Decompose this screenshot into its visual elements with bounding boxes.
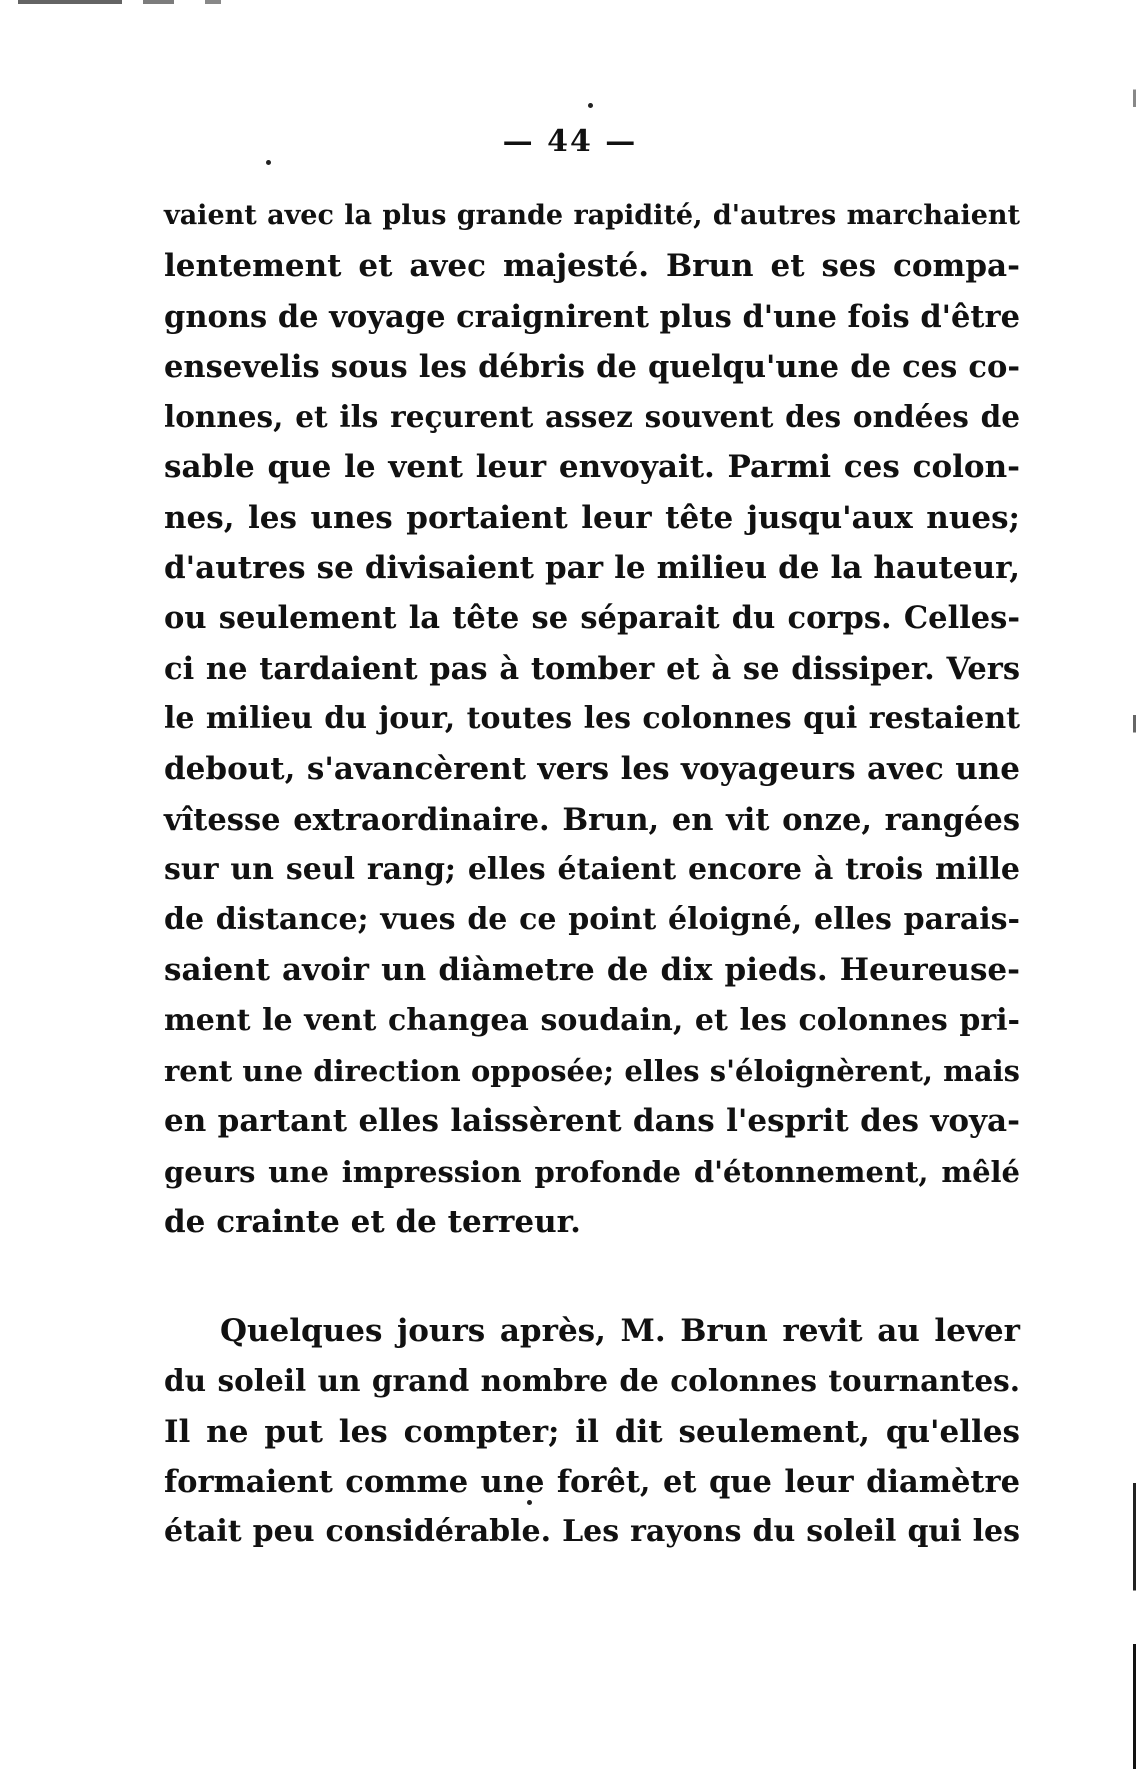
paragraph-2 xyxy=(164,1306,1020,1557)
text-line: sur un seul rang; elles étaient encore à trois mille xyxy=(164,851,1020,887)
scan-right-edge xyxy=(1133,0,1136,1787)
text-line: debout, s'avancèrent vers les voyageurs avec une xyxy=(164,751,1020,788)
text-line: le milieu du jour, toutes les colonnes qui restaient xyxy=(164,700,1020,736)
text-line: rent une direction opposée; elles s'éloignèrent, mais xyxy=(164,1054,1020,1089)
text-line: lonnes, et ils reçurent assez souvent des ondées de xyxy=(164,399,1020,435)
text-line: Il ne put les compter; il dit seulement, qu'elles xyxy=(164,1413,1020,1450)
text-line: d'autres se divisaient par le milieu de la hauteur, xyxy=(164,550,1020,587)
text-line: gnons de voyage craignirent plus d'une fois d'être xyxy=(164,298,1020,335)
scan-edge-marks xyxy=(18,0,278,4)
text-line: ensevelis sous les débris de quelqu'une de ces co- xyxy=(164,348,1020,385)
text-line: formaient comme une forêt, et que leur diamètre xyxy=(164,1463,1020,1500)
paragraph-1 xyxy=(164,191,1020,1247)
text-line: vîtesse extraordinaire. Brun, en vit onze, rangées xyxy=(164,801,1020,838)
text-line: Quelques jours après, M. Brun revit au lever xyxy=(220,1313,1020,1349)
text-line: de crainte et de terreur. xyxy=(164,1203,581,1240)
text-line: ci ne tardaient pas à tomber et à se dissiper. Vers xyxy=(164,650,1020,687)
text-line: en partant elles laissèrent dans l'esprit des voya- xyxy=(164,1103,1020,1140)
text-line: nes, les unes portaient leur tête jusqu'aux nues; xyxy=(164,499,1020,536)
text-line: ment le vent changea soudain, et les colonnes pri- xyxy=(164,1002,1020,1038)
text-line: geurs une impression profonde d'étonnement, mêlé xyxy=(164,1154,1020,1189)
text-line: de distance; vues de ce point éloigné, elles parais- xyxy=(164,902,1020,938)
ink-speck xyxy=(588,103,593,108)
ink-speck xyxy=(266,160,271,165)
text-line: lentement et avec majesté. Brun et ses compa- xyxy=(164,248,1020,285)
text-line: ou seulement la tête se séparait du corps. Celles- xyxy=(164,600,1020,637)
text-line: vaient avec la plus grande rapidité, d'autres marchaient xyxy=(164,200,1020,231)
text-line: saient avoir un diàmetre de dix pieds. Heureuse- xyxy=(164,952,1020,989)
page-number: — 44 — xyxy=(502,124,638,159)
text-line: du soleil un grand nombre de colonnes tournantes. xyxy=(164,1363,1020,1399)
text-line: sable que le vent leur envoyait. Parmi ces colon- xyxy=(164,449,1020,486)
text-line: était peu considérable. Les rayons du soleil qui les xyxy=(164,1514,1020,1550)
